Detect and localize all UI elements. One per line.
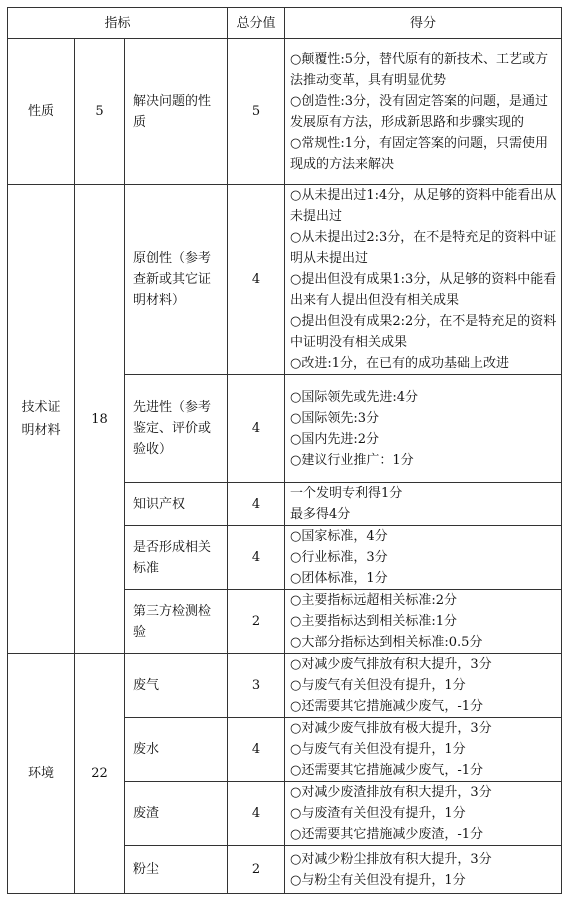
category-cell — [8, 185, 75, 654]
criterion: ○大部分指标达到相关标准:0.5分 — [290, 635, 483, 650]
category-cell: 性质 — [8, 39, 75, 185]
item-points: 4 — [228, 718, 285, 782]
item-points: 2 — [228, 846, 285, 894]
criteria-cell — [285, 185, 562, 375]
item-points: 4 — [228, 526, 285, 590]
criterion: ○主要指标达到相关标准:1分 — [290, 614, 458, 629]
criterion: ○行业标准，3分 — [290, 550, 388, 565]
category-label: 技术证明材料 — [21, 400, 61, 438]
criterion: ○创造性:3分，没有固定答案的问题，是通过发展原有方法，形成新思路和步骤实现的 — [290, 93, 549, 130]
item-points: 4 — [228, 375, 285, 483]
criterion: ○常规性:1分，有固定答案的问题，只需使用现成的方法来解决 — [290, 135, 549, 172]
criterion: ○对减少废气排放有极大提升，3分 — [290, 721, 492, 736]
item-name: 是否形成相关标准 — [125, 526, 228, 590]
category-points: 5 — [75, 39, 125, 185]
item-name: 废气 — [125, 654, 228, 718]
item-name: 废水 — [125, 718, 228, 782]
criterion: ○对减少废气排放有积大提升，3分 — [290, 657, 492, 672]
category-points: 18 — [75, 185, 125, 654]
criterion: ○与废渣有关但没有提升，1分 — [290, 806, 466, 821]
criteria-cell — [285, 39, 562, 185]
item-points: 3 — [228, 654, 285, 718]
criterion: ○团体标准，1分 — [290, 571, 388, 586]
criteria-cell — [285, 782, 562, 846]
item-name: 废渣 — [125, 782, 228, 846]
criteria-cell — [285, 590, 562, 654]
criterion: ○还需要其它措施减少废气，-1分 — [290, 763, 484, 778]
scoring-table — [7, 7, 562, 894]
criterion: ○建议行业推广：1分 — [290, 452, 414, 468]
item-points: 2 — [228, 590, 285, 654]
criterion: 最多得4分 — [290, 507, 351, 522]
category-points: 22 — [75, 654, 125, 894]
criteria-cell — [285, 718, 562, 782]
category-cell: 环境 — [8, 654, 75, 894]
criterion: ○还需要其它措施减少废渣，-1分 — [290, 827, 484, 842]
criterion: ○主要指标远超相关标准:2分 — [290, 593, 458, 608]
item-points: 5 — [228, 39, 285, 185]
table-row — [8, 654, 562, 718]
item-points: 4 — [228, 185, 285, 375]
criterion: ○从未提出过1:4分，从足够的资料中能看出从未提出过 — [290, 188, 557, 224]
item-name: 知识产权 — [125, 483, 228, 526]
item-name: 原创性（参考查新或其它证明材料） — [125, 185, 228, 375]
criterion: ○颠覆性:5分，替代原有的新技术、工艺或方法推动变革，具有明显优势 — [290, 51, 549, 88]
criterion: ○改进:1分，在已有的成功基础上改进 — [290, 356, 510, 371]
criterion: ○国际领先或先进:4分 — [290, 389, 419, 405]
criteria-cell — [285, 654, 562, 718]
table-row — [8, 39, 562, 185]
criterion: 一个发明专利得1分 — [290, 486, 403, 501]
criterion: ○对减少废渣排放有积大提升，3分 — [290, 785, 492, 800]
criteria-cell — [285, 846, 562, 894]
criterion: ○提出但没有成果2:2分，在不是特充足的资料中证明没有相关成果 — [290, 314, 557, 350]
header-total-points: 总分值 — [228, 8, 285, 39]
header-score: 得分 — [285, 8, 562, 39]
criterion: ○提出但没有成果1:3分，从足够的资料中能看出来有人提出但没有相关成果 — [290, 272, 557, 308]
table-row — [8, 185, 562, 375]
item-name: 第三方检测检验 — [125, 590, 228, 654]
item-points: 4 — [228, 483, 285, 526]
criterion: ○与废气有关但没有提升，1分 — [290, 678, 466, 693]
criterion: ○从未提出过2:3分，在不是特充足的资料中证明从未提出过 — [290, 230, 557, 266]
criteria-cell — [285, 375, 562, 483]
criterion: ○还需要其它措施减少废气，-1分 — [290, 699, 484, 714]
criteria-cell — [285, 483, 562, 526]
criterion: ○对减少粉尘排放有积大提升，3分 — [290, 851, 492, 867]
item-name: 粉尘 — [125, 846, 228, 894]
item-name: 解决问题的性质 — [125, 39, 228, 185]
criterion: ○与废气有关但没有提升，1分 — [290, 742, 466, 757]
header-indicator: 指标 — [8, 8, 228, 39]
item-name: 先进性（参考鉴定、评价或验收） — [125, 375, 228, 483]
criterion: ○与粉尘有关但没有提升，1分 — [290, 872, 466, 888]
criteria-cell — [285, 526, 562, 590]
item-points: 4 — [228, 782, 285, 846]
criterion: ○国家标准，4分 — [290, 529, 388, 544]
header-row — [8, 8, 562, 39]
criterion: ○国际领先:3分 — [290, 410, 380, 426]
criterion: ○国内先进:2分 — [290, 431, 380, 447]
